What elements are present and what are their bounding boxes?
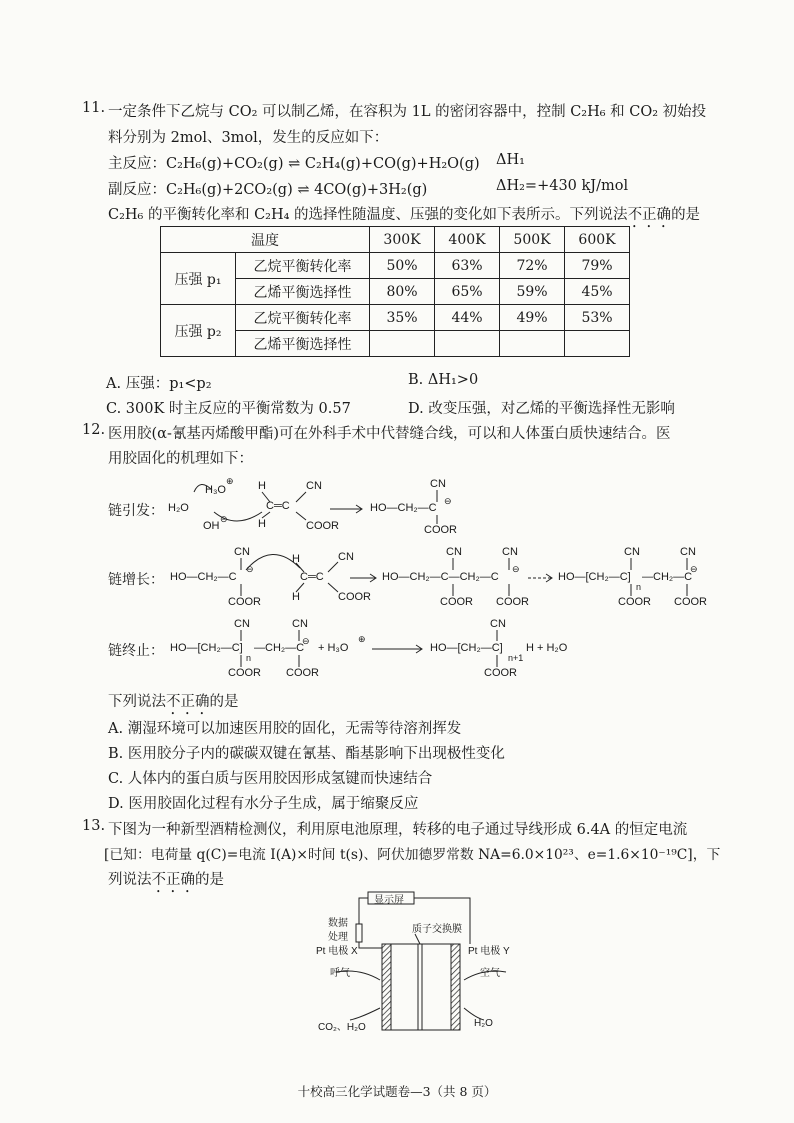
q12-number: 12. (82, 422, 106, 438)
mol-oh: OH (203, 520, 220, 532)
group-coor: COOR (496, 596, 529, 608)
charge-minus: ⊖ (444, 496, 452, 506)
charge-minus: ⊖ (246, 564, 254, 574)
group-cn: CN (306, 480, 322, 492)
group-coor: COOR (674, 596, 707, 608)
mol-ho-poly: HO—[CH₂—C] (558, 571, 631, 583)
q11-number: 11. (82, 100, 106, 116)
bond (296, 492, 306, 502)
label-membrane: 质子交换膜 (412, 924, 462, 935)
q11-option-d: D. 改变压强，对乙烯的平衡选择性无影响 (408, 401, 675, 417)
table-cell: 44% (435, 305, 500, 331)
label-data-1: 数据 (328, 918, 348, 929)
charge-minus: ⊖ (690, 564, 698, 574)
q11-stem3-emph: 不正确 (627, 207, 672, 223)
group-cn: CN (234, 546, 250, 558)
mol-h3o: H₃O (205, 484, 226, 496)
curved-arrow (194, 484, 212, 492)
product-h-h2o: H + H₂O (526, 642, 568, 654)
bond (296, 583, 304, 592)
group-coor: COOR (338, 591, 371, 603)
q13-stem-line3 (108, 868, 224, 896)
atom-h: H (292, 591, 300, 603)
table-header-cell: 400K (435, 227, 500, 253)
mol-ho-poly: HO—[CH₂—C] (430, 642, 503, 654)
mol-ho-poly: HO—[CH₂—C] (170, 642, 243, 654)
table-row-name: 乙烷平衡转化率 (236, 253, 370, 279)
atom-h: H (258, 518, 266, 530)
q12-stem-line2: 用胶固化的机理如下： (108, 451, 253, 467)
wire (359, 898, 368, 924)
q11-main-reaction: 主反应：C₂H₆(g)+CO₂(g) ⇌ C₂H₄(g)+CO(g)+H₂O(g) (108, 156, 480, 172)
charge-minus: ⊖ (512, 564, 520, 574)
atom-h: H (292, 553, 300, 565)
mol-h2o: H₂O (168, 502, 189, 514)
group-cn: CN (292, 618, 308, 630)
step-initiation-label: 链引发： (108, 503, 164, 519)
q12-option-a: A. 潮湿环境可以加速医用胶的固化，无需等待溶剂挥发 (108, 721, 462, 737)
q13-stem3-a: 列说法 (108, 872, 152, 888)
table-cell: 79% (565, 253, 630, 279)
group-coor: COOR (286, 667, 319, 679)
table-row-name: 乙烯平衡选择性 (236, 279, 370, 305)
atom-h: H (258, 480, 266, 492)
subscript-n: n (636, 582, 642, 592)
q11-stem3-c: 的是 (671, 207, 701, 223)
bond (262, 512, 270, 518)
group-cn: CN (502, 546, 518, 558)
q13-stem3-c: 的是 (195, 872, 224, 888)
electrode-y (451, 944, 460, 1030)
q13-stem-line2: [已知：电荷量 q(C)=电流 I(A)×时间 t(s)、阿伏加德罗常数 NA=6.0×10²³、e=1.6×10⁻¹⁹C]，下 (104, 847, 721, 863)
q11-stem-line2: 料分别为 2mol、3mol，发生的反应如下： (108, 130, 389, 146)
charge-minus: ⊖ (302, 636, 310, 646)
electrode-x (382, 944, 391, 1030)
group-coor: COOR (228, 596, 261, 608)
q13-number: 13. (82, 818, 106, 834)
mol-ho-ch2-c: HO—CH₂—C (170, 571, 237, 583)
bond (328, 583, 338, 592)
curved-arrow (246, 554, 300, 570)
table-cell: 59% (500, 279, 565, 305)
group-coor: COOR (618, 596, 651, 608)
table-cell: 53% (565, 305, 630, 331)
label-electrode-x: Pt 电极 X (316, 946, 358, 957)
leader-line (415, 934, 420, 944)
table-header-cell: 600K (565, 227, 630, 253)
bond (296, 512, 306, 520)
group-cn: CN (680, 546, 696, 558)
group-coor: COOR (306, 520, 339, 532)
table-cell: 50% (370, 253, 435, 279)
bond (262, 492, 270, 502)
subscript-n: n (246, 653, 252, 663)
table-header-temp: 温度 (161, 227, 370, 253)
label-display: 显示屏 (374, 895, 404, 906)
group-coor: COOR (228, 667, 261, 679)
q13-stem-line1: 下图为一种新型酒精检测仪，利用原电池原理，转移的电子通过导线形成 6.4A 的恒定电流 (108, 822, 688, 838)
q11-side-reaction: 副反应：C₂H₆(g)+2CO₂(g) ⇌ 4CO(g)+3H₂(g) (108, 182, 428, 198)
curved-arrow (214, 512, 262, 521)
label-out-right: H₂O (474, 1018, 493, 1029)
group-coor: COOR (424, 524, 457, 536)
mol-ho-ch2-c: HO—CH₂—C (370, 502, 437, 514)
label-out-left: CO₂、H₂O (318, 1022, 366, 1033)
charge-plus: ⊕ (226, 476, 234, 486)
group-cn: CN (234, 618, 250, 630)
group-cn: CN (430, 478, 446, 490)
bond (296, 563, 304, 572)
bond (328, 562, 338, 572)
table-p2-label: 压强 p₂ (161, 305, 236, 357)
wire (359, 942, 382, 948)
q12-ask-c: 的是 (209, 694, 239, 710)
label-air: 空气 (480, 968, 500, 979)
reagent-h3o: + H₃O (318, 642, 349, 654)
charge-minus: ⊖ (220, 514, 228, 524)
cell-container (382, 944, 460, 1030)
q12-option-d: D. 医用胶固化过程有水分子生成，属于缩聚反应 (108, 796, 419, 812)
table-header-cell: 300K (370, 227, 435, 253)
q12-option-c: C. 人体内的蛋白质与医用胶因形成氢键而快速结合 (108, 771, 433, 787)
group-cn: CN (490, 618, 506, 630)
q11-stem-line1: 一定条件下乙烷与 CO₂ 可以制乙烯，在容积为 1L 的密闭容器中，控制 C₂H₆ 和 CO₂ 初始投 (108, 104, 707, 120)
group-cn: CN (446, 546, 462, 558)
q11-side-dh: ΔH₂=+430 kJ/mol (496, 178, 629, 194)
step-termination-label: 链终止： (108, 643, 164, 659)
mol-ch2-c: —CH₂—C (642, 571, 693, 583)
q13-stem3-emph: 不正确 (151, 872, 195, 888)
subscript-n1: n+1 (508, 653, 524, 663)
label-electrode-y: Pt 电极 Y (468, 946, 510, 957)
q11-main-dh: ΔH₁ (496, 152, 525, 168)
q11-option-b: B. ΔH₁>0 (408, 372, 479, 388)
q11-stem3-a: C₂H₆ 的平衡转化率和 C₂H₄ 的选择性随温度、压强的变化如下表所示。下列说法 (108, 207, 628, 223)
alkene-cc: C═C (300, 571, 324, 583)
table-row-name: 乙烷平衡转化率 (236, 305, 370, 331)
table-cell: 80% (370, 279, 435, 305)
table-cell: 49% (500, 305, 565, 331)
data-processor (356, 924, 362, 942)
label-data-2: 处理 (328, 932, 348, 943)
table-row-name: 乙烯平衡选择性 (236, 331, 370, 357)
q11-option-a: A. 压强：p₁<p₂ (106, 376, 212, 392)
page-footer: 十校高三化学试题卷—3（共 8 页） (297, 1084, 497, 1099)
mol-ho-ch2-c-ch2-c: HO—CH₂—C—CH₂—C (382, 571, 499, 583)
charge-plus: ⊕ (358, 634, 366, 644)
q12-option-b: B. 医用胶分子内的碳碳双键在氰基、酯基影响下出现极性变化 (108, 746, 505, 762)
q12-ask-emph: 不正确 (166, 694, 210, 710)
group-coor: COOR (440, 596, 473, 608)
q12-ask-a: 下列说法 (108, 694, 166, 710)
group-coor: COOR (484, 667, 517, 679)
table-cell: 65% (435, 279, 500, 305)
label-breath: 呼气 (330, 968, 350, 979)
alkene-cc: C═C (266, 500, 290, 512)
table-cell: 45% (565, 279, 630, 305)
table-cell: 72% (500, 253, 565, 279)
mol-ch2-c: —CH₂—C (254, 642, 305, 654)
q11-option-c: C. 300K 时主反应的平衡常数为 0.57 (106, 401, 351, 417)
table-header-cell: 500K (500, 227, 565, 253)
q12-ask (108, 690, 239, 718)
group-cn: CN (624, 546, 640, 558)
table-cell: 35% (370, 305, 435, 331)
table-p1-label: 压强 p₁ (161, 253, 236, 305)
group-cn: CN (338, 551, 354, 563)
q12-stem-line1: 医用胶(α-氰基丙烯酸甲酯)可在外科手术中代替缝合线，可以和人体蛋白质快速结合。医 (108, 426, 671, 442)
table-cell: 63% (435, 253, 500, 279)
step-propagation-label: 链增长： (108, 572, 164, 588)
